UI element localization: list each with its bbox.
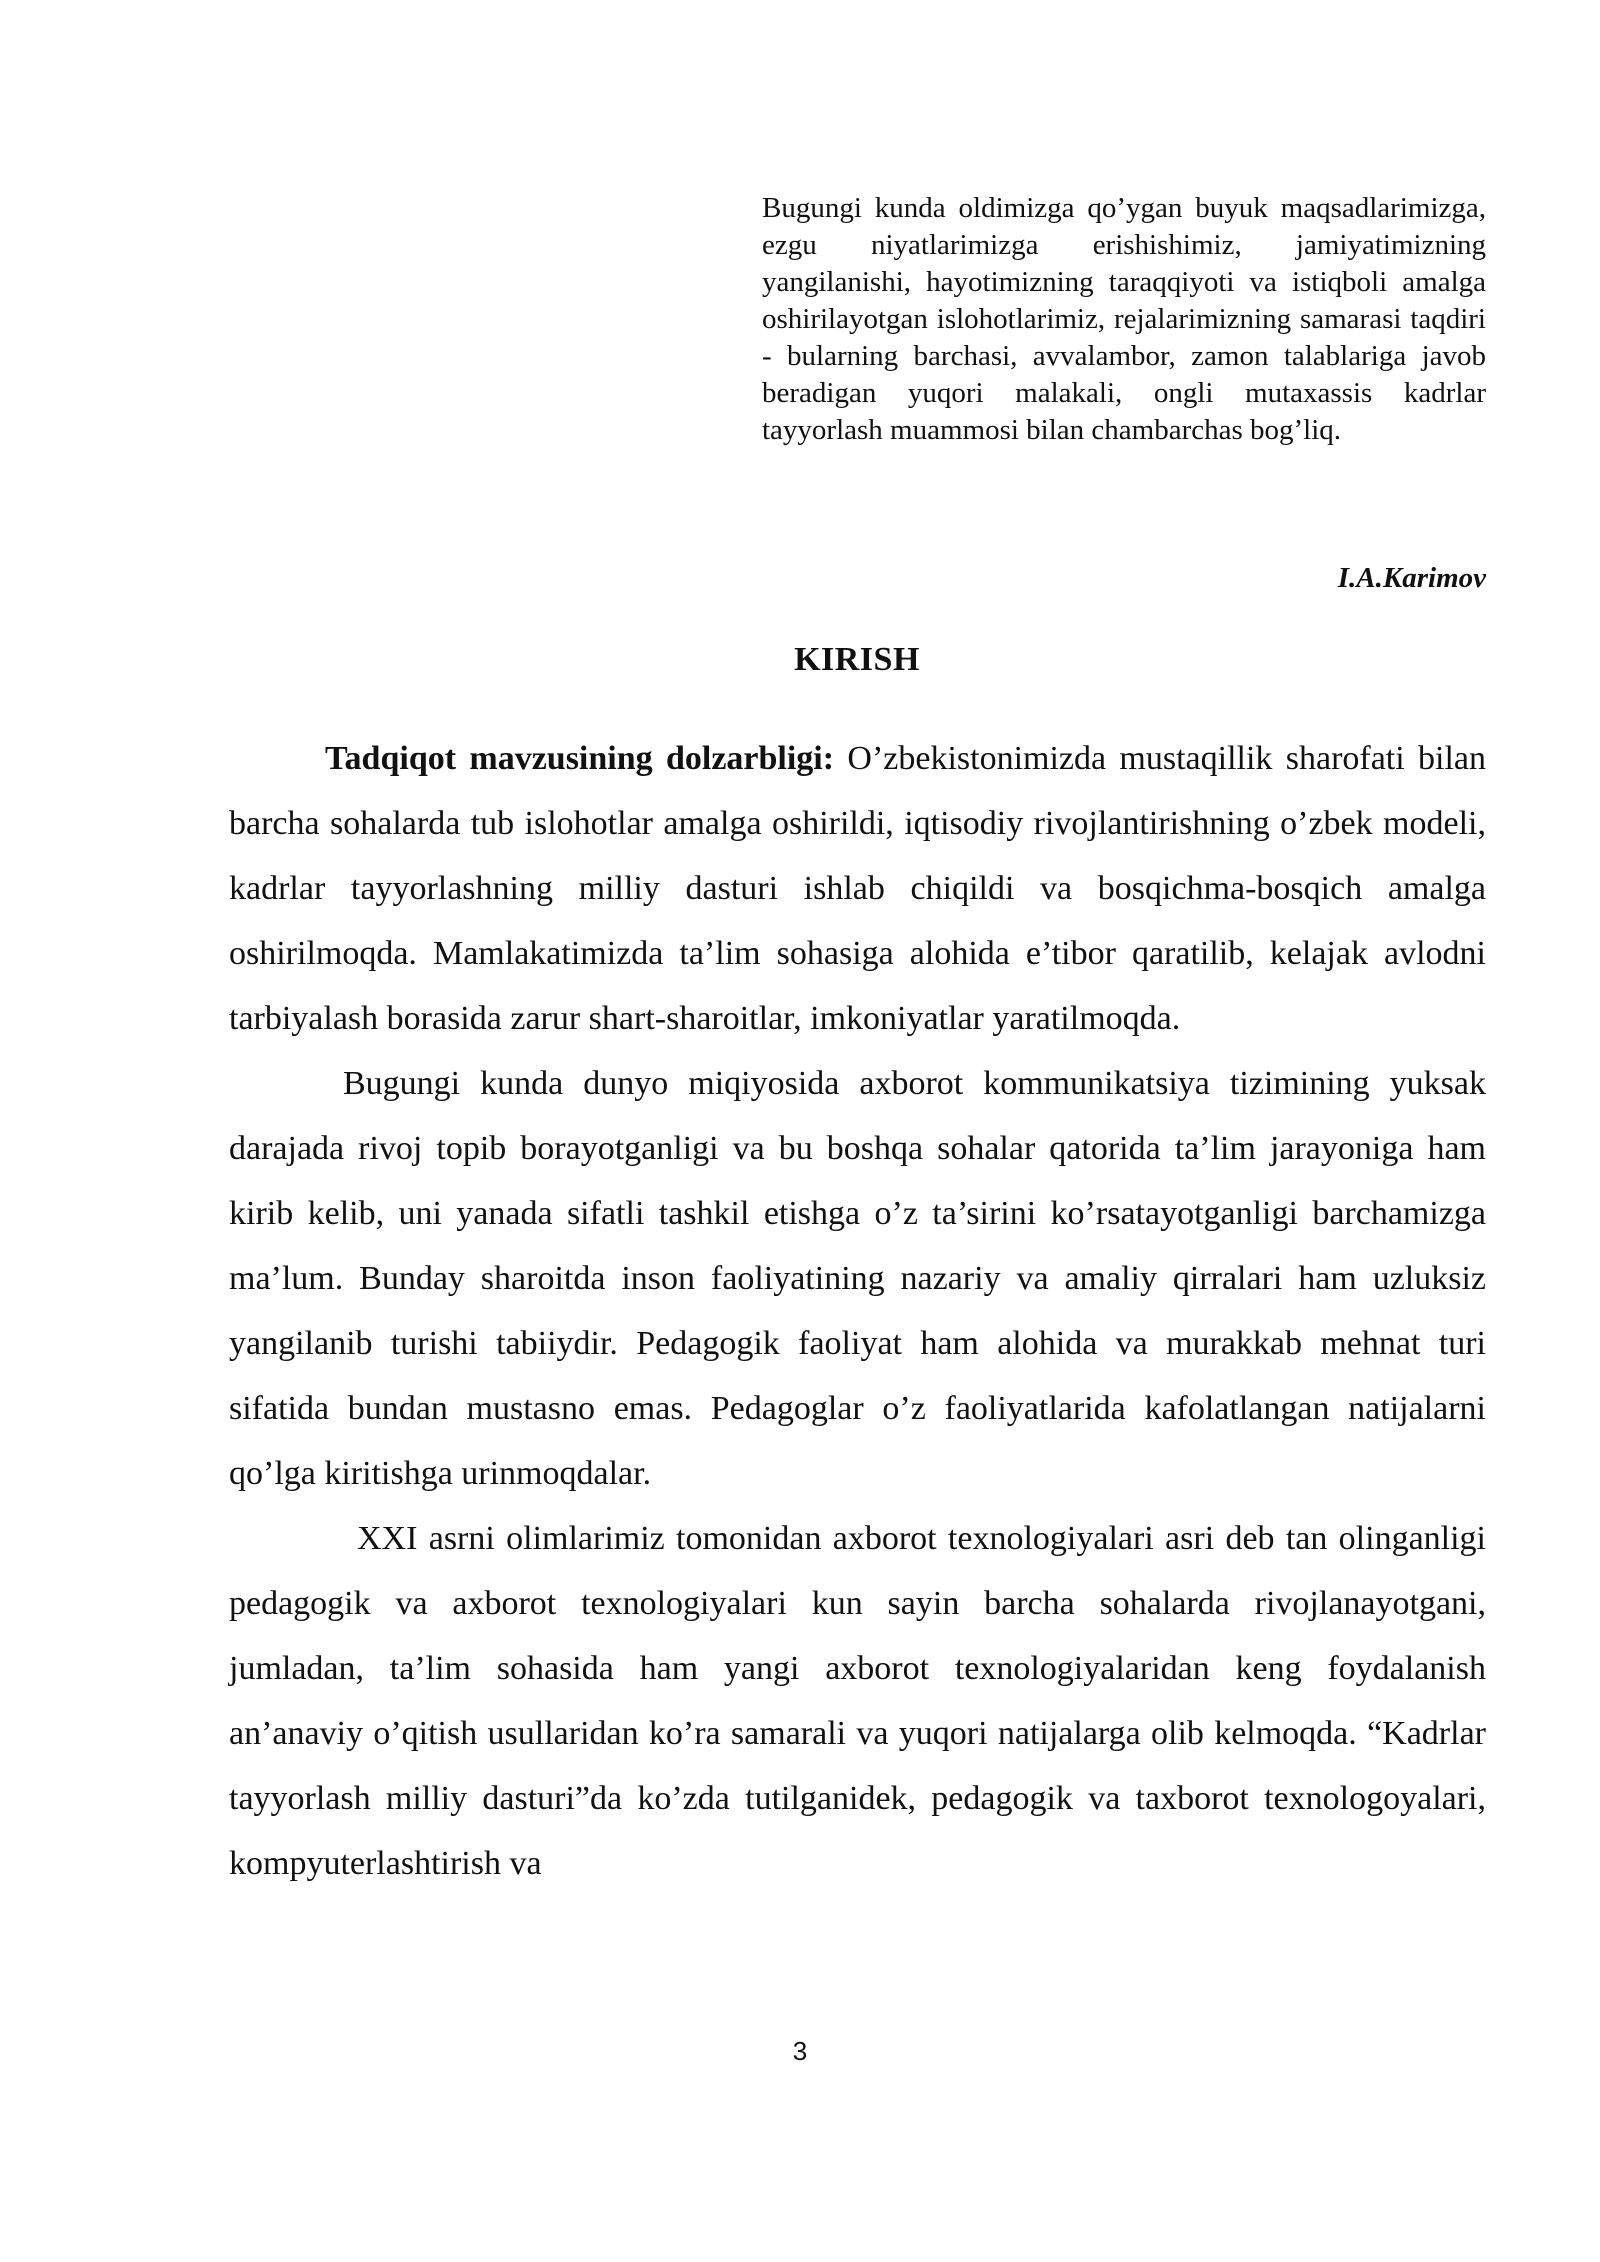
epigraph-quote: Bugungi kunda oldimizga qo’ygan buyuk maqsadlarimizga, ezgu niyatlarimizga erishishimiz, jamiyatimizning yangilanishi, hayotimizning taraqqiyoti va istiqboli amalga oshirilayotgan islohotlarimiz, rejalarimizning samarasi taqdiri - bularning barchasi, avvalambor, zamon talablariga javob beradigan yuqori malakali, ongli mutaxassis kadrlar tayyorlash muammosi bilan chambarchas bog’liq. xyxy=(762,192,1486,446)
paragraph-relevance-text: O’zbekistonimizda mustaqillik sharofati bilan barcha sohalarda tub islohotlar amalga oshirildi, iqtisodiy rivojlantirishning o’zbek modeli, kadrlar tayyorlashning milliy dasturi ishlab chiqildi va bosqichma-bosqich amalga oshirilmoqda. Mamlakatimizda ta’lim sohasiga alohida e’tibor qaratilib, kelajak avlodni tarbiyalash borasida zarur shart-sharoitlar, imkoniyatlar yaratilmoqda. xyxy=(229,740,1486,1037)
paragraph-lead-heading: Tadqiqot mavzusining dolzarbligi: xyxy=(325,740,835,777)
body-text xyxy=(229,726,1486,1896)
paragraph-xxi-century: XXI asrni olimlarimiz tomonidan axborot texnologiyalari asri deb tan olinganligi pedagogik va axborot texnologiyalari kun sayin barcha sohalarda rivojlanayotgani, jumladan, ta’lim sohasida ham yangi axborot texnologiyalaridan keng foydalanish an’anaviy o’qitish usullaridan ko’ra samarali va yuqori natijalarga olib kelmoqda. “Kadrlar tayyorlash milliy dasturi”da ko’zda tutilganidek, pedagogik va taxborot texnologoyalari, kompyuterlashtirish va xyxy=(229,1520,1486,1882)
paragraph-ict: Bugungi kunda dunyo miqiyosida axborot kommunikatsiya tizimining yuksak darajada rivoj topib borayotganligi va bu boshqa sohalar qatorida ta’lim jarayoniga ham kirib kelib, uni yanada sifatli tashkil etishga o’z ta’sirini ko’rsatayotganligi barchamizga ma’lum. Bunday sharoitda inson faoliyatining nazariy va amaliy qirralari ham uzluksiz yangilanib turishi tabiiydir. Pedagogik faoliyat ham alohida va murakkab mehnat turi sifatida bundan mustasno emas. Pedagoglar o’z faoliyatlarida kafolatlangan natijalarni qo’lga kiritishga urinmoqdalar. xyxy=(229,1065,1486,1492)
paragraph-relevance xyxy=(229,726,1486,1051)
section-heading: KIRISH xyxy=(794,641,920,678)
page-number: 3 xyxy=(792,2036,808,2066)
epigraph-author: I.A.Karimov xyxy=(1337,562,1486,594)
